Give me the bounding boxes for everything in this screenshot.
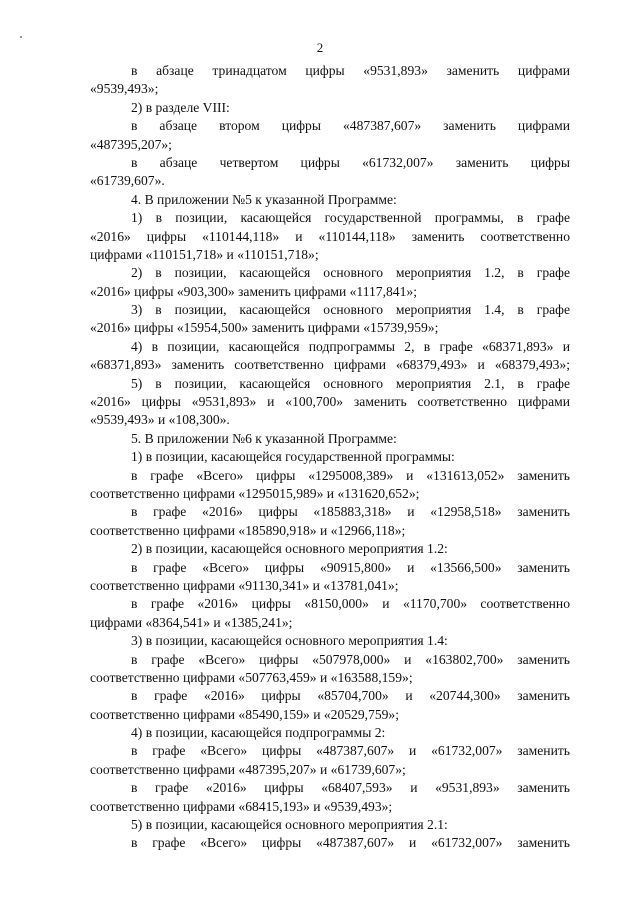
- text-line: 5. В приложении №6 к указанной Программе:: [131, 430, 397, 446]
- text-line: соответственно цифрами «507763,459» и «163588,159»;: [90, 669, 413, 685]
- text-line: 4) в позиции, касающейся подпрограммы 2, в графе «68371,893» и: [131, 338, 570, 354]
- text-line: в графе «Всего» цифры «507978,000» и «163802,700» заменить: [131, 651, 570, 667]
- text-line: 4) в позиции, касающейся подпрограммы 2:: [131, 725, 386, 741]
- text-line: 2) в разделе VIII:: [131, 99, 230, 115]
- text-line: «9539,493»;: [90, 81, 159, 97]
- scan-speck: [20, 36, 22, 38]
- text-line: «61739,607».: [90, 173, 165, 189]
- text-line: в графе «2016» цифры «185883,318» и «12958,518» заменить: [131, 504, 570, 520]
- text-line: в графе «Всего» цифры «487387,607» и «61732,007» заменить: [131, 835, 570, 851]
- text-line: 1) в позиции, касающейся государственной программы:: [131, 449, 455, 465]
- text-line: соответственно цифрами «91130,341» и «13781,041»;: [90, 577, 399, 593]
- text-line: соответственно цифрами «68415,193» и «9539,493»;: [90, 798, 393, 814]
- text-line: 5) в позиции, касающейся основного мероприятия 2.1, в графе: [131, 375, 570, 391]
- text-line: «2016» цифры «110144,118» и «110144,118» заменить соответственно: [90, 228, 570, 244]
- text-line: 2) в позиции, касающейся основного мероприятия 1.2:: [131, 541, 448, 557]
- text-line: в абзаце четвертом цифры «61732,007» заменить цифры: [131, 154, 570, 170]
- text-line: «2016» цифры «9531,893» и «100,700» заменить соответственно цифрами: [90, 394, 570, 410]
- text-line: 1) в позиции, касающейся государственной программы, в графе: [131, 210, 570, 226]
- text-line: в графе «Всего» цифры «1295008,389» и «131613,052» заменить: [131, 467, 570, 483]
- text-line: 3) в позиции, касающейся основного мероприятия 1.4:: [131, 633, 448, 649]
- text-line: «487395,207»;: [90, 136, 172, 152]
- text-line: «2016» цифры «15954,500» заменить цифрами «15739,959»;: [90, 320, 439, 336]
- text-line: в графе «Всего» цифры «90915,800» и «13566,500» заменить: [131, 559, 570, 575]
- text-line: «68371,893» заменить соответственно цифрами «68379,493» и «68379,493»;: [90, 357, 570, 373]
- text-line: цифрами «110151,718» и «110151,718»;: [90, 246, 319, 262]
- text-line: в графе «2016» цифры «68407,593» и «9531,893» заменить: [131, 780, 570, 796]
- text-line: 5) в позиции, касающейся основного мероприятия 2.1:: [131, 817, 448, 833]
- text-line: 2) в позиции, касающейся основного мероприятия 1.2, в графе: [131, 265, 570, 281]
- text-line: в графе «2016» цифры «85704,700» и «20744,300» заменить: [131, 688, 570, 704]
- text-line: «9539,493» и «108,300».: [90, 412, 230, 428]
- text-line: в графе «Всего» цифры «487387,607» и «61732,007» заменить: [131, 743, 570, 759]
- text-line: 3) в позиции, касающейся основного мероприятия 1.4, в графе: [131, 302, 570, 318]
- text-line: в абзаце тринадцатом цифры «9531,893» заменить цифрами: [131, 63, 570, 78]
- text-line: цифрами «8364,541» и «1385,241»;: [90, 614, 293, 630]
- page-number: 2: [316, 40, 324, 55]
- text-line: 4. В приложении №5 к указанной Программе:: [131, 191, 397, 207]
- text-line: в графе «2016» цифры «8150,000» и «1170,700» соответственно: [131, 596, 570, 612]
- text-line: соответственно цифрами «185890,918» и «12966,118»;: [90, 522, 406, 538]
- text-line: в абзаце втором цифры «487387,607» заменить цифрами: [131, 118, 570, 134]
- document-body: [90, 62, 570, 853]
- text-line: соответственно цифрами «487395,207» и «61739,607»;: [90, 761, 406, 777]
- text-line: соответственно цифрами «85490,159» и «20529,759»;: [90, 706, 400, 722]
- text-line: соответственно цифрами «1295015,989» и «131620,652»;: [90, 485, 420, 501]
- text-line: «2016» цифры «903,300» заменить цифрами «1117,841»;: [90, 283, 417, 299]
